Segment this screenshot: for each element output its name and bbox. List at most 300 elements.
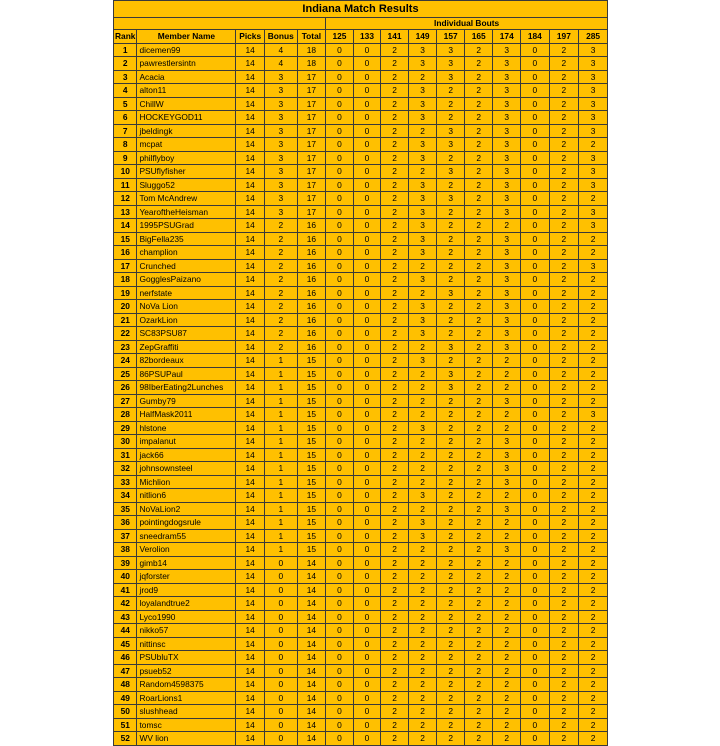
- bout-cell-141: 2: [381, 705, 409, 719]
- rank-cell: 47: [114, 664, 137, 678]
- bout-cell-149: 2: [408, 165, 437, 179]
- bout-cell-157: 2: [437, 583, 465, 597]
- total-cell: 14: [297, 678, 326, 692]
- bout-cell-197: 2: [549, 718, 579, 732]
- bout-cell-165: 2: [464, 246, 493, 260]
- member-name-cell: ChillW: [137, 97, 236, 111]
- bout-cell-149: 2: [408, 570, 437, 584]
- bout-cell-285: 2: [579, 246, 608, 260]
- bout-cell-165: 2: [464, 313, 493, 327]
- bout-cell-133: 0: [353, 651, 381, 665]
- rank-cell: 32: [114, 462, 137, 476]
- bout-cell-285: 2: [579, 286, 608, 300]
- bout-cell-133: 0: [353, 178, 381, 192]
- bout-cell-125: 0: [326, 354, 354, 368]
- total-cell: 17: [297, 124, 326, 138]
- bonus-cell: 2: [264, 313, 297, 327]
- bout-cell-165: 2: [464, 556, 493, 570]
- bout-cell-141: 2: [381, 610, 409, 624]
- bonus-cell: 1: [264, 367, 297, 381]
- bout-cell-165: 2: [464, 97, 493, 111]
- bout-cell-285: 2: [579, 502, 608, 516]
- bonus-cell: 0: [264, 583, 297, 597]
- bout-cell-285: 2: [579, 300, 608, 314]
- bout-cell-165: 2: [464, 462, 493, 476]
- bout-cell-184: 0: [521, 678, 550, 692]
- bonus-cell: 0: [264, 651, 297, 665]
- bout-cell-285: 3: [579, 111, 608, 125]
- bout-cell-165: 2: [464, 300, 493, 314]
- bout-cell-174: 2: [493, 367, 521, 381]
- table-row: [114, 259, 608, 273]
- bout-cell-165: 2: [464, 165, 493, 179]
- bout-cell-165: 2: [464, 610, 493, 624]
- bout-cell-165: 2: [464, 624, 493, 638]
- bout-cell-174: 2: [493, 381, 521, 395]
- bout-cell-157: 3: [437, 43, 465, 57]
- bout-cell-197: 2: [549, 111, 579, 125]
- table-row: [114, 97, 608, 111]
- picks-cell: 14: [236, 529, 265, 543]
- bonus-cell: 3: [264, 138, 297, 152]
- bout-cell-149: 3: [408, 529, 437, 543]
- bout-cell-141: 2: [381, 516, 409, 530]
- table-row: [114, 408, 608, 422]
- bonus-cell: 2: [264, 259, 297, 273]
- picks-cell: 14: [236, 732, 265, 746]
- bout-cell-197: 2: [549, 205, 579, 219]
- member-name-cell: OzarkLion: [137, 313, 236, 327]
- rank-cell: 41: [114, 583, 137, 597]
- picks-cell: 14: [236, 327, 265, 341]
- bout-cell-285: 2: [579, 435, 608, 449]
- bout-cell-149: 2: [408, 367, 437, 381]
- total-cell: 14: [297, 651, 326, 665]
- bout-cell-197: 2: [549, 300, 579, 314]
- bout-cell-125: 0: [326, 583, 354, 597]
- bout-cell-165: 2: [464, 259, 493, 273]
- bonus-cell: 0: [264, 664, 297, 678]
- member-name-cell: loyalandtrue2: [137, 597, 236, 611]
- bout-cell-133: 0: [353, 273, 381, 287]
- bout-cell-197: 2: [549, 84, 579, 98]
- bout-cell-285: 2: [579, 273, 608, 287]
- bout-cell-157: 2: [437, 205, 465, 219]
- picks-cell: 14: [236, 259, 265, 273]
- member-name-cell: PSUbluTX: [137, 651, 236, 665]
- table-row: [114, 529, 608, 543]
- rank-cell: 3: [114, 70, 137, 84]
- column-header: Total: [297, 30, 326, 44]
- picks-cell: 14: [236, 489, 265, 503]
- group-header-individual-bouts: Individual Bouts: [326, 18, 608, 30]
- bout-cell-141: 2: [381, 97, 409, 111]
- bout-cell-174: 2: [493, 651, 521, 665]
- bout-cell-184: 0: [521, 273, 550, 287]
- bout-cell-125: 0: [326, 691, 354, 705]
- table-row: [114, 570, 608, 584]
- bout-cell-157: 3: [437, 381, 465, 395]
- bout-cell-165: 2: [464, 273, 493, 287]
- picks-cell: 14: [236, 43, 265, 57]
- bout-cell-149: 3: [408, 97, 437, 111]
- bout-cell-133: 0: [353, 543, 381, 557]
- bonus-cell: 3: [264, 192, 297, 206]
- bout-cell-197: 2: [549, 124, 579, 138]
- bout-cell-125: 0: [326, 624, 354, 638]
- bout-cell-157: 3: [437, 165, 465, 179]
- bout-cell-197: 2: [549, 664, 579, 678]
- bout-cell-141: 2: [381, 340, 409, 354]
- bout-cell-184: 0: [521, 394, 550, 408]
- bonus-cell: 0: [264, 691, 297, 705]
- bout-cell-174: 3: [493, 138, 521, 152]
- bout-cell-184: 0: [521, 205, 550, 219]
- table-row: [114, 624, 608, 638]
- bonus-cell: 1: [264, 394, 297, 408]
- member-name-cell: HOCKEYGOD11: [137, 111, 236, 125]
- bout-cell-133: 0: [353, 124, 381, 138]
- member-name-cell: HalfMask2011: [137, 408, 236, 422]
- bout-cell-141: 2: [381, 381, 409, 395]
- table-row: [114, 340, 608, 354]
- bout-cell-149: 2: [408, 435, 437, 449]
- column-header: Bonus: [264, 30, 297, 44]
- bout-cell-157: 2: [437, 691, 465, 705]
- bout-cell-133: 0: [353, 219, 381, 233]
- bout-cell-141: 2: [381, 502, 409, 516]
- bout-cell-125: 0: [326, 448, 354, 462]
- bonus-cell: 4: [264, 57, 297, 71]
- picks-cell: 14: [236, 300, 265, 314]
- picks-cell: 14: [236, 124, 265, 138]
- bout-cell-197: 2: [549, 543, 579, 557]
- picks-cell: 14: [236, 205, 265, 219]
- table-row: [114, 165, 608, 179]
- results-sheet: [113, 0, 608, 746]
- rank-cell: 7: [114, 124, 137, 138]
- bout-cell-157: 2: [437, 354, 465, 368]
- bonus-cell: 1: [264, 543, 297, 557]
- bout-cell-184: 0: [521, 462, 550, 476]
- table-row: [114, 138, 608, 152]
- table-row: [114, 178, 608, 192]
- member-name-cell: tomsc: [137, 718, 236, 732]
- member-name-cell: 82bordeaux: [137, 354, 236, 368]
- bout-cell-157: 2: [437, 394, 465, 408]
- bout-cell-174: 2: [493, 556, 521, 570]
- bout-cell-285: 3: [579, 84, 608, 98]
- bout-cell-174: 3: [493, 259, 521, 273]
- bout-cell-165: 2: [464, 70, 493, 84]
- column-header: 184: [521, 30, 550, 44]
- picks-cell: 14: [236, 340, 265, 354]
- rank-cell: 33: [114, 475, 137, 489]
- bout-cell-157: 2: [437, 246, 465, 260]
- bout-cell-184: 0: [521, 448, 550, 462]
- table-body: [114, 43, 608, 745]
- bout-cell-157: 2: [437, 570, 465, 584]
- bonus-cell: 0: [264, 732, 297, 746]
- bout-cell-285: 2: [579, 516, 608, 530]
- bout-cell-285: 2: [579, 583, 608, 597]
- bout-cell-184: 0: [521, 583, 550, 597]
- bout-cell-133: 0: [353, 43, 381, 57]
- bout-cell-174: 2: [493, 421, 521, 435]
- bout-cell-174: 3: [493, 327, 521, 341]
- member-name-cell: 1995PSUGrad: [137, 219, 236, 233]
- bout-cell-141: 2: [381, 421, 409, 435]
- bout-cell-285: 2: [579, 678, 608, 692]
- bout-cell-157: 2: [437, 421, 465, 435]
- picks-cell: 14: [236, 435, 265, 449]
- picks-cell: 14: [236, 192, 265, 206]
- bout-cell-133: 0: [353, 637, 381, 651]
- member-name-cell: jack66: [137, 448, 236, 462]
- bout-cell-174: 3: [493, 70, 521, 84]
- table-row: [114, 286, 608, 300]
- column-header-row: [114, 30, 608, 44]
- bout-cell-125: 0: [326, 664, 354, 678]
- bout-cell-285: 2: [579, 462, 608, 476]
- bout-cell-133: 0: [353, 475, 381, 489]
- bout-cell-197: 2: [549, 529, 579, 543]
- bout-cell-157: 2: [437, 610, 465, 624]
- bout-cell-133: 0: [353, 367, 381, 381]
- bout-cell-141: 2: [381, 273, 409, 287]
- member-name-cell: mcpat: [137, 138, 236, 152]
- bout-cell-133: 0: [353, 340, 381, 354]
- rank-cell: 28: [114, 408, 137, 422]
- bonus-cell: 0: [264, 570, 297, 584]
- bout-cell-125: 0: [326, 259, 354, 273]
- rank-cell: 4: [114, 84, 137, 98]
- bonus-cell: 0: [264, 624, 297, 638]
- picks-cell: 14: [236, 678, 265, 692]
- bout-cell-149: 3: [408, 354, 437, 368]
- bout-cell-174: 2: [493, 664, 521, 678]
- table-row: [114, 489, 608, 503]
- bout-cell-197: 2: [549, 556, 579, 570]
- bout-cell-174: 3: [493, 151, 521, 165]
- bout-cell-184: 0: [521, 556, 550, 570]
- bout-cell-165: 2: [464, 43, 493, 57]
- bout-cell-184: 0: [521, 637, 550, 651]
- bonus-cell: 2: [264, 232, 297, 246]
- bout-cell-174: 3: [493, 394, 521, 408]
- bout-cell-174: 2: [493, 610, 521, 624]
- bout-cell-141: 2: [381, 651, 409, 665]
- bout-cell-133: 0: [353, 151, 381, 165]
- bout-cell-165: 2: [464, 84, 493, 98]
- bout-cell-174: 3: [493, 475, 521, 489]
- member-name-cell: nikko57: [137, 624, 236, 638]
- member-name-cell: Lyco1990: [137, 610, 236, 624]
- picks-cell: 14: [236, 651, 265, 665]
- bout-cell-141: 2: [381, 583, 409, 597]
- bout-cell-125: 0: [326, 529, 354, 543]
- table-row: [114, 43, 608, 57]
- picks-cell: 14: [236, 570, 265, 584]
- bout-cell-157: 2: [437, 273, 465, 287]
- bout-cell-285: 2: [579, 354, 608, 368]
- bout-cell-285: 3: [579, 124, 608, 138]
- bout-cell-141: 2: [381, 678, 409, 692]
- bout-cell-149: 2: [408, 408, 437, 422]
- table-title: Indiana Match Results: [114, 1, 608, 18]
- bout-cell-165: 2: [464, 516, 493, 530]
- total-cell: 17: [297, 97, 326, 111]
- bout-cell-174: 3: [493, 543, 521, 557]
- bout-cell-184: 0: [521, 624, 550, 638]
- bonus-cell: 0: [264, 705, 297, 719]
- total-cell: 15: [297, 516, 326, 530]
- member-name-cell: GogglesPaizano: [137, 273, 236, 287]
- rank-cell: 52: [114, 732, 137, 746]
- table-row: [114, 354, 608, 368]
- rank-cell: 45: [114, 637, 137, 651]
- bout-cell-149: 3: [408, 219, 437, 233]
- member-name-cell: Gumby79: [137, 394, 236, 408]
- rank-cell: 6: [114, 111, 137, 125]
- bout-cell-141: 2: [381, 205, 409, 219]
- bout-cell-125: 0: [326, 111, 354, 125]
- bout-cell-184: 0: [521, 705, 550, 719]
- bout-cell-165: 2: [464, 691, 493, 705]
- bout-cell-149: 2: [408, 718, 437, 732]
- table-row: [114, 448, 608, 462]
- total-cell: 14: [297, 705, 326, 719]
- bout-cell-184: 0: [521, 475, 550, 489]
- bout-cell-149: 2: [408, 691, 437, 705]
- rank-cell: 20: [114, 300, 137, 314]
- member-name-cell: Random4598375: [137, 678, 236, 692]
- total-cell: 16: [297, 259, 326, 273]
- member-name-cell: champlion: [137, 246, 236, 260]
- bout-cell-133: 0: [353, 678, 381, 692]
- rank-cell: 24: [114, 354, 137, 368]
- bout-cell-157: 2: [437, 313, 465, 327]
- rank-cell: 26: [114, 381, 137, 395]
- bout-cell-141: 2: [381, 124, 409, 138]
- bout-cell-141: 2: [381, 624, 409, 638]
- bout-cell-285: 2: [579, 381, 608, 395]
- bout-cell-157: 2: [437, 97, 465, 111]
- rank-cell: 17: [114, 259, 137, 273]
- bout-cell-133: 0: [353, 286, 381, 300]
- bout-cell-174: 3: [493, 246, 521, 260]
- picks-cell: 14: [236, 97, 265, 111]
- bout-cell-133: 0: [353, 489, 381, 503]
- member-name-cell: PSUflyfisher: [137, 165, 236, 179]
- bout-cell-165: 2: [464, 732, 493, 746]
- picks-cell: 14: [236, 718, 265, 732]
- table-row: [114, 556, 608, 570]
- bout-cell-285: 2: [579, 597, 608, 611]
- bout-cell-174: 3: [493, 124, 521, 138]
- bout-cell-184: 0: [521, 97, 550, 111]
- bout-cell-197: 2: [549, 448, 579, 462]
- bout-cell-149: 3: [408, 178, 437, 192]
- bout-cell-165: 2: [464, 421, 493, 435]
- bonus-cell: 1: [264, 462, 297, 476]
- bonus-cell: 2: [264, 273, 297, 287]
- bout-cell-133: 0: [353, 610, 381, 624]
- bout-cell-197: 2: [549, 421, 579, 435]
- rank-cell: 50: [114, 705, 137, 719]
- bout-cell-149: 2: [408, 610, 437, 624]
- picks-cell: 14: [236, 475, 265, 489]
- bout-cell-174: 3: [493, 84, 521, 98]
- bout-cell-125: 0: [326, 556, 354, 570]
- bout-cell-184: 0: [521, 408, 550, 422]
- member-name-cell: hlstone: [137, 421, 236, 435]
- rank-cell: 8: [114, 138, 137, 152]
- bout-cell-184: 0: [521, 489, 550, 503]
- total-cell: 17: [297, 165, 326, 179]
- bout-cell-184: 0: [521, 178, 550, 192]
- rank-cell: 1: [114, 43, 137, 57]
- bout-cell-184: 0: [521, 300, 550, 314]
- column-header: 149: [408, 30, 437, 44]
- table-row: [114, 651, 608, 665]
- bout-cell-285: 2: [579, 705, 608, 719]
- member-name-cell: nitlion6: [137, 489, 236, 503]
- bout-cell-285: 2: [579, 367, 608, 381]
- rank-cell: 38: [114, 543, 137, 557]
- total-cell: 14: [297, 570, 326, 584]
- bout-cell-184: 0: [521, 597, 550, 611]
- bout-cell-125: 0: [326, 732, 354, 746]
- bout-cell-149: 2: [408, 651, 437, 665]
- rank-cell: 13: [114, 205, 137, 219]
- bout-cell-285: 2: [579, 313, 608, 327]
- bout-cell-141: 2: [381, 664, 409, 678]
- bout-cell-157: 2: [437, 259, 465, 273]
- bout-cell-197: 2: [549, 165, 579, 179]
- bout-cell-149: 2: [408, 124, 437, 138]
- bout-cell-285: 3: [579, 57, 608, 71]
- bout-cell-285: 3: [579, 205, 608, 219]
- bout-cell-184: 0: [521, 570, 550, 584]
- bout-cell-197: 2: [549, 597, 579, 611]
- bout-cell-285: 2: [579, 421, 608, 435]
- bout-cell-125: 0: [326, 273, 354, 287]
- bout-cell-141: 2: [381, 718, 409, 732]
- bonus-cell: 1: [264, 529, 297, 543]
- rank-cell: 43: [114, 610, 137, 624]
- bout-cell-157: 2: [437, 651, 465, 665]
- bout-cell-133: 0: [353, 597, 381, 611]
- bout-cell-157: 3: [437, 138, 465, 152]
- bout-cell-174: 2: [493, 597, 521, 611]
- table-row: [114, 502, 608, 516]
- member-name-cell: NoVa Lion: [137, 300, 236, 314]
- bout-cell-133: 0: [353, 408, 381, 422]
- bout-cell-165: 2: [464, 354, 493, 368]
- bout-cell-157: 2: [437, 624, 465, 638]
- bout-cell-197: 2: [549, 232, 579, 246]
- bout-cell-141: 2: [381, 394, 409, 408]
- picks-cell: 14: [236, 543, 265, 557]
- table-row: [114, 691, 608, 705]
- bout-cell-197: 2: [549, 43, 579, 57]
- bout-cell-184: 0: [521, 43, 550, 57]
- rank-cell: 10: [114, 165, 137, 179]
- bout-cell-141: 2: [381, 246, 409, 260]
- total-cell: 17: [297, 192, 326, 206]
- bout-cell-285: 2: [579, 448, 608, 462]
